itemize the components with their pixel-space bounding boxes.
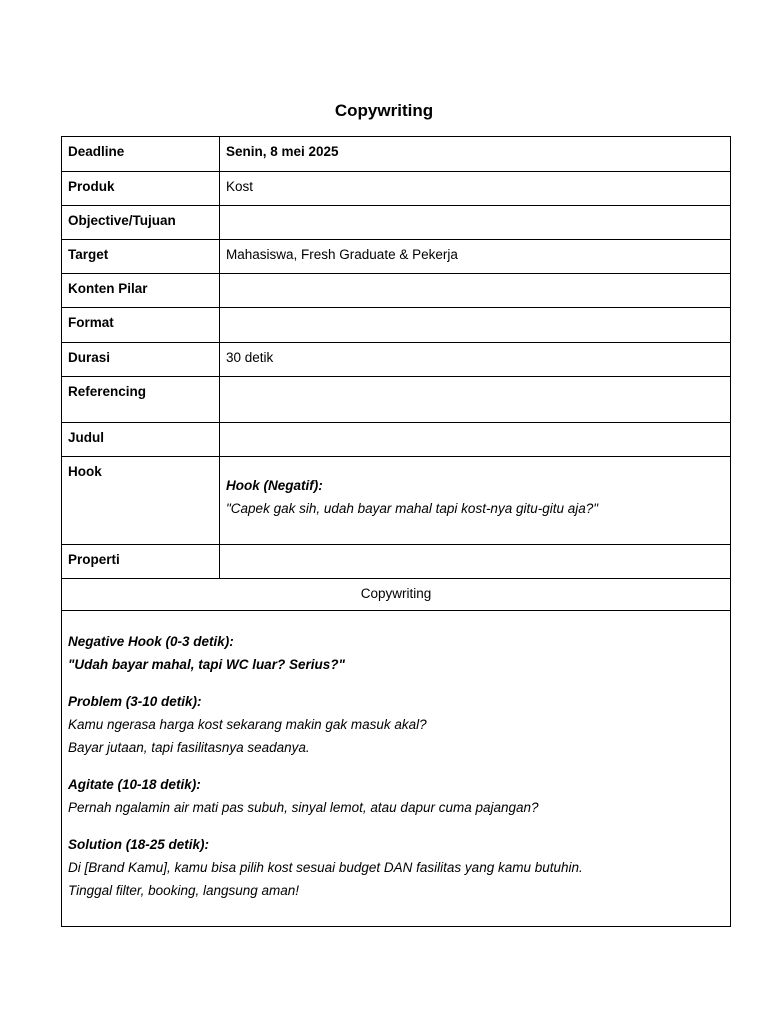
row-deadline xyxy=(62,137,731,172)
value-properti xyxy=(220,545,731,579)
problem-line: Bayar jutaan, tapi fasilitasnya seadanya. xyxy=(68,740,310,755)
row-copywriting-header xyxy=(62,579,731,611)
label-durasi: Durasi xyxy=(62,343,220,377)
label-deadline: Deadline xyxy=(62,137,220,172)
row-judul xyxy=(62,423,731,457)
value-format xyxy=(220,308,731,343)
copywriting-body xyxy=(62,611,731,927)
label-konten-pilar: Konten Pilar xyxy=(62,274,220,308)
value-referencing xyxy=(220,377,731,423)
label-hook: Hook xyxy=(62,457,220,545)
row-target xyxy=(62,240,731,274)
problem-heading: Problem (3-10 detik): xyxy=(68,694,202,709)
value-durasi: 30 detik xyxy=(220,343,731,377)
negative-hook-section xyxy=(68,630,724,676)
solution-section xyxy=(68,833,724,902)
value-hook xyxy=(220,457,731,545)
hook-title: Hook (Negatif): xyxy=(226,478,323,493)
agitate-heading: Agitate (10-18 detik): xyxy=(68,777,201,792)
row-properti xyxy=(62,545,731,579)
label-format: Format xyxy=(62,308,220,343)
label-produk: Produk xyxy=(62,172,220,206)
label-objective: Objective/Tujuan xyxy=(62,206,220,240)
row-hook xyxy=(62,457,731,545)
row-durasi xyxy=(62,343,731,377)
label-referencing: Referencing xyxy=(62,377,220,423)
row-format xyxy=(62,308,731,343)
row-konten-pilar xyxy=(62,274,731,308)
copywriting-header: Copywriting xyxy=(62,579,731,611)
solution-line: Di [Brand Kamu], kamu bisa pilih kost sesuai budget DAN fasilitas yang kamu butuhin. xyxy=(68,860,583,875)
solution-heading: Solution (18-25 detik): xyxy=(68,837,210,852)
brief-table xyxy=(61,136,731,927)
value-deadline: Senin, 8 mei 2025 xyxy=(220,137,731,172)
row-referencing xyxy=(62,377,731,423)
label-judul: Judul xyxy=(62,423,220,457)
solution-line: Tinggal filter, booking, langsung aman! xyxy=(68,883,300,898)
agitate-line: Pernah ngalamin air mati pas subuh, sinyal lemot, atau dapur cuma pajangan? xyxy=(68,800,539,815)
value-target: Mahasiswa, Fresh Graduate & Pekerja xyxy=(220,240,731,274)
value-konten-pilar xyxy=(220,274,731,308)
value-judul xyxy=(220,423,731,457)
row-produk xyxy=(62,172,731,206)
problem-line: Kamu ngerasa harga kost sekarang makin gak masuk akal? xyxy=(68,717,427,732)
problem-section xyxy=(68,690,724,759)
agitate-section xyxy=(68,773,724,819)
negative-hook-line: "Udah bayar mahal, tapi WC luar? Serius?" xyxy=(68,657,345,672)
hook-text: "Capek gak sih, udah bayar mahal tapi kost-nya gitu-gitu aja?" xyxy=(226,501,599,516)
row-objective xyxy=(62,206,731,240)
row-copywriting-body xyxy=(62,611,731,927)
label-properti: Properti xyxy=(62,545,220,579)
value-produk: Kost xyxy=(220,172,731,206)
label-target: Target xyxy=(62,240,220,274)
negative-hook-heading: Negative Hook (0-3 detik): xyxy=(68,634,234,649)
page-title: Copywriting xyxy=(334,101,434,120)
value-objective xyxy=(220,206,731,240)
